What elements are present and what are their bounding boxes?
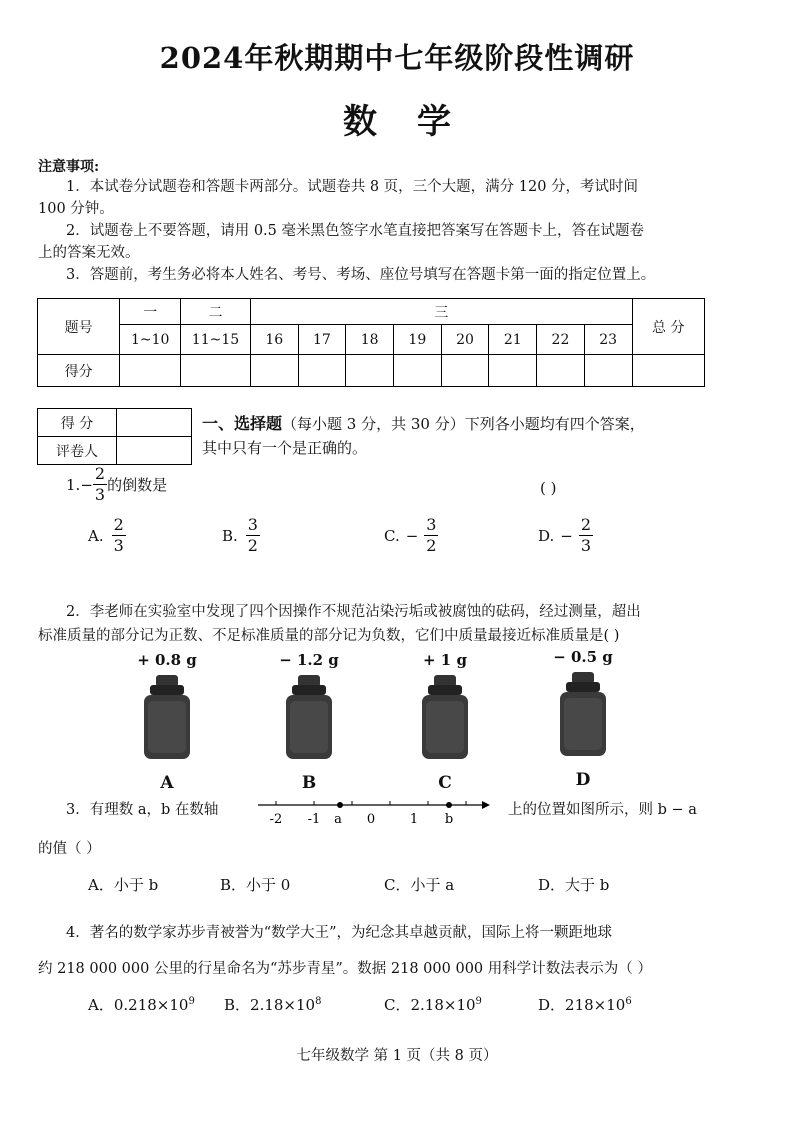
q3-option-b[interactable]	[220, 874, 290, 895]
q1-neg-sign: −	[80, 475, 93, 494]
grader-box	[37, 408, 192, 465]
axis-label: b	[444, 812, 454, 827]
frac-den: 3	[113, 536, 124, 555]
option-exponent: 9	[188, 996, 195, 1007]
option-exponent: 9	[475, 996, 482, 1007]
q4-option-d[interactable]	[538, 994, 632, 1015]
score-cell[interactable]	[393, 355, 441, 387]
note-1-line-b: 100 分钟。	[38, 201, 114, 217]
section-label-1: 一	[120, 299, 181, 325]
score-cell[interactable]	[441, 355, 489, 387]
score-cell[interactable]	[632, 355, 705, 387]
option-label: B．	[224, 996, 251, 1014]
option-base: 218×10	[565, 996, 626, 1014]
col-label: 23	[584, 325, 632, 355]
note-3: 3．答题前，考生务必将本人姓名、考号、考场、座位号填写在答题卡第一面的指定位置上。	[66, 267, 656, 283]
axis-label: a	[334, 812, 342, 827]
frac-den: 2	[247, 536, 258, 555]
q1-option-d[interactable]	[538, 517, 593, 554]
frac-num: 3	[247, 515, 258, 534]
q1-frac-den: 3	[94, 485, 106, 504]
option-text: 大于 b	[565, 876, 610, 894]
q1-option-c[interactable]	[384, 517, 438, 554]
option-text: 小于 b	[113, 876, 159, 894]
axis-label: -1	[307, 812, 321, 827]
option-text: 小于 0	[246, 876, 291, 894]
option-label: A．	[88, 996, 114, 1014]
grader-name-cell[interactable]	[117, 437, 192, 465]
frac-num: 2	[580, 515, 592, 534]
q1-fraction	[93, 466, 107, 503]
col-label: 16	[250, 325, 298, 355]
option-base: 0.218×10	[113, 996, 189, 1014]
option-label: A．	[88, 876, 114, 894]
q4-option-b[interactable]	[224, 994, 321, 1015]
q3-option-a[interactable]	[88, 874, 158, 895]
q3-option-d[interactable]	[538, 874, 609, 895]
note-2-line-a: 2．试题卷上不要答题，请用 0.5 毫米黑色签字水笔直接把答案写在答题卡上，答在试题卷	[66, 223, 644, 239]
axis-label: 0	[366, 812, 376, 827]
q4-option-a[interactable]	[88, 994, 195, 1015]
option-label: C．	[384, 876, 411, 894]
col-label: 21	[489, 325, 537, 355]
q4-line-2: 约 218 000 000 公里的行星命名为“苏步青星”。数据 218 000 000 用科学计数法表示为（ ）	[38, 961, 652, 977]
col-label: 11~15	[181, 325, 251, 355]
option-label: B．	[220, 876, 247, 894]
section1-desc-b: 其中只有一个是正确的。	[202, 439, 368, 457]
score-cell[interactable]	[537, 355, 585, 387]
grader-score-cell[interactable]	[117, 409, 192, 437]
grader-name-label: 评卷人	[38, 437, 117, 465]
axis-label: 1	[409, 812, 419, 827]
q4-option-c[interactable]	[384, 994, 482, 1015]
q2-line-2: 标准质量的部分记为正数、不足标准质量的部分记为负数，它们中质量最接近标准质量是( )	[38, 628, 620, 644]
frac-den: 2	[426, 536, 437, 555]
q1-answer-paren[interactable]: ( )	[540, 479, 557, 497]
q3-text-c: 的值（ ）	[38, 841, 101, 857]
score-cell[interactable]	[181, 355, 251, 387]
q1-frac-num: 2	[94, 464, 106, 483]
option-label: C.	[384, 526, 400, 545]
score-cell[interactable]	[489, 355, 537, 387]
note-1-line-a: 1．本试卷分试题卷和答题卡两部分。试题卷共 8 页，三个大题，满分 120 分，考试时间	[66, 179, 639, 195]
q3-text-b: 上的位置如图所示，则 b − a	[508, 802, 697, 818]
q1-option-a[interactable]	[88, 517, 126, 554]
score-cell[interactable]	[120, 355, 181, 387]
weight-a-letter: A	[160, 773, 174, 793]
section1-title: 一、选择题	[202, 414, 283, 433]
weight-b	[264, 651, 354, 793]
question-1	[66, 466, 167, 503]
number-line	[256, 793, 492, 827]
weight-d	[538, 648, 628, 790]
frac-num: 3	[426, 515, 437, 534]
option-label: B.	[222, 526, 238, 545]
col-label: 19	[393, 325, 441, 355]
weight-d-value: − 0.5 g	[553, 648, 613, 666]
q1-number: 1.	[66, 475, 81, 494]
option-label: C．	[384, 996, 411, 1014]
q2-line-1: 2．李老师在实验室中发现了四个因操作不规范沾染污垢或被腐蚀的砝码，经过测量，超出	[66, 604, 641, 620]
exam-subject: 数学	[343, 102, 491, 142]
option-text: 小于 a	[410, 876, 455, 894]
q4-line-1: 4．著名的数学家苏步青被誉为“数学大王”，为纪念其卓越贡献，国际上将一颗距地球	[66, 925, 613, 941]
score-cell[interactable]	[250, 355, 298, 387]
option-label: A.	[88, 526, 104, 545]
q1-option-b[interactable]	[222, 517, 260, 554]
section1-heading	[202, 413, 722, 435]
option-exponent: 6	[625, 996, 632, 1007]
option-label: D．	[538, 996, 566, 1014]
score-cell[interactable]	[584, 355, 632, 387]
option-base: 2.18×10	[250, 996, 316, 1014]
option-label: D．	[538, 876, 566, 894]
option-label: D.	[538, 526, 555, 545]
total-label: 总 分	[632, 299, 705, 355]
q1-text: 的倒数是	[107, 476, 168, 494]
score-row-label: 得分	[38, 355, 120, 387]
weight-c	[400, 651, 490, 793]
score-cell[interactable]	[346, 355, 394, 387]
weight-b-value: − 1.2 g	[279, 651, 339, 669]
q3-text-a: 3．有理数 a，b 在数轴	[66, 802, 219, 818]
axis-label: -2	[269, 812, 283, 827]
section-label-3: 三	[250, 299, 632, 325]
score-table-header-num: 题号	[38, 299, 120, 355]
col-label: 20	[441, 325, 489, 355]
page-footer: 七年级数学 第 1 页（共 8 页）	[296, 1048, 498, 1064]
question-4	[38, 915, 758, 987]
weight-icon	[538, 666, 628, 766]
exam-title: 2024年秋期期中七年级阶段性调研	[159, 41, 635, 75]
question-2	[38, 600, 758, 648]
notes-list	[38, 176, 758, 286]
q3-option-c[interactable]	[384, 874, 454, 895]
col-label: 22	[537, 325, 585, 355]
note-2-line-b: 上的答案无效。	[38, 245, 140, 261]
col-label: 18	[346, 325, 394, 355]
weight-icon	[264, 669, 354, 769]
weight-d-letter: D	[575, 770, 591, 790]
col-label: 17	[298, 325, 346, 355]
weight-icon	[400, 669, 490, 769]
weight-a-value: + 0.8 g	[137, 651, 197, 669]
option-sign: −	[560, 526, 573, 545]
weight-a	[122, 651, 212, 793]
section1-desc-a: （每小题 3 分，共 30 分）下列各小题均有四个答案，	[282, 415, 645, 433]
weight-b-letter: B	[301, 773, 317, 793]
notes-heading: 注意事项:	[38, 159, 100, 175]
option-base: 2.18×10	[410, 996, 476, 1014]
option-exponent: 8	[315, 996, 322, 1007]
section-label-2: 二	[181, 299, 251, 325]
frac-num: 2	[113, 515, 124, 534]
frac-den: 3	[580, 536, 592, 555]
score-cell[interactable]	[298, 355, 346, 387]
weight-icon	[122, 669, 212, 769]
option-sign: −	[405, 526, 419, 545]
grader-score-label: 得 分	[38, 409, 117, 437]
weight-c-value: + 1 g	[423, 651, 467, 669]
col-label: 1~10	[120, 325, 181, 355]
weight-c-letter: C	[438, 773, 452, 793]
score-table	[37, 298, 705, 387]
